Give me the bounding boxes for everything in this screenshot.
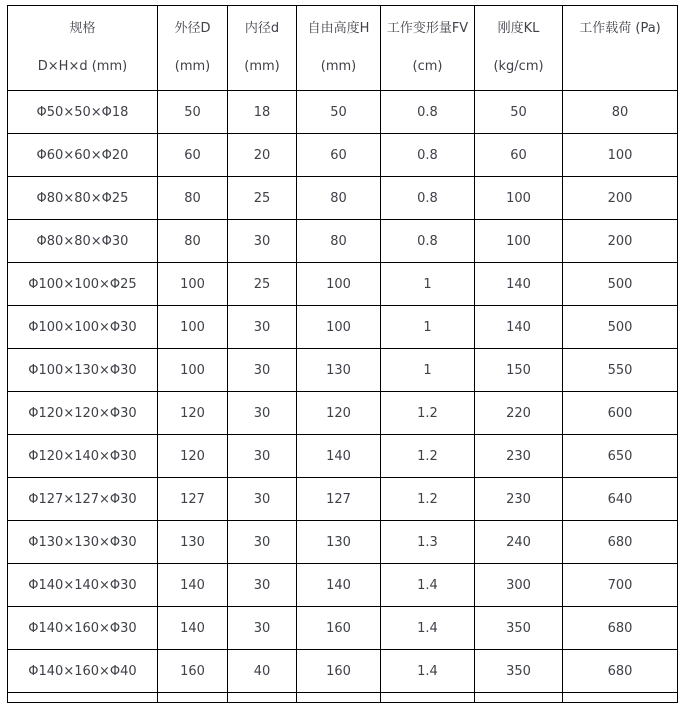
table-cell: 150	[475, 349, 563, 392]
table-cell: 30	[228, 521, 297, 564]
table-cell: 80	[563, 91, 677, 134]
table-cell: Φ120×140×Φ30	[8, 435, 158, 478]
column-header-working-load-title: 工作载荷 (Pa)	[579, 21, 661, 36]
table-cell: 100	[297, 263, 381, 306]
table-cell: 650	[563, 435, 677, 478]
table-cell: 0.8	[381, 134, 475, 177]
table-cell: 60	[297, 134, 381, 177]
table-cell: 1.2	[381, 392, 475, 435]
table-cell: Φ80×80×Φ25	[8, 177, 158, 220]
table-cell: 40	[228, 650, 297, 693]
table-cell: 300	[475, 564, 563, 607]
table-row	[8, 478, 677, 521]
table-cell: 1	[381, 306, 475, 349]
table-cell: 30	[228, 607, 297, 650]
column-header-inner-diameter-title: 内径d	[244, 21, 280, 36]
column-header-free-height-unit: (mm)	[320, 59, 357, 74]
table-cell: 30	[228, 306, 297, 349]
table-cell: 240	[475, 521, 563, 564]
table-cell: 100	[563, 134, 677, 177]
table-cell: 600	[563, 392, 677, 435]
table-cell	[8, 693, 158, 702]
column-header-stiffness-title: 刚度KL	[497, 21, 540, 36]
table-cell: 120	[158, 392, 228, 435]
column-header-inner-diameter	[228, 6, 297, 91]
table-row	[8, 306, 677, 349]
table-cell: 1.2	[381, 435, 475, 478]
column-header-working-deformation-title: 工作变形量FV	[386, 21, 469, 36]
table-cell: 1	[381, 263, 475, 306]
table-cell: 160	[297, 650, 381, 693]
table-cell: 30	[228, 392, 297, 435]
table-cell: 140	[297, 564, 381, 607]
table-cell	[158, 693, 228, 702]
table-cell: 0.8	[381, 91, 475, 134]
table-cell: 680	[563, 650, 677, 693]
column-header-working-deformation-unit: (cm)	[412, 59, 443, 74]
table-cell: 30	[228, 478, 297, 521]
table-cell: 130	[297, 349, 381, 392]
table-cell: Φ100×130×Φ30	[8, 349, 158, 392]
table-cell: 130	[297, 521, 381, 564]
column-header-outer-diameter	[158, 6, 228, 91]
table-cell: 60	[475, 134, 563, 177]
table-cell: 25	[228, 177, 297, 220]
column-header-free-height-title: 自由高度H	[307, 21, 370, 36]
table-row	[8, 521, 677, 564]
table-cell: 1.4	[381, 607, 475, 650]
table-cell: 700	[563, 564, 677, 607]
column-header-free-height	[297, 6, 381, 91]
table-row	[8, 134, 677, 177]
table-cell: 18	[228, 91, 297, 134]
table-cell: 1.3	[381, 521, 475, 564]
table-cell: Φ140×160×Φ40	[8, 650, 158, 693]
column-header-working-deformation	[381, 6, 475, 91]
table-cell	[381, 693, 475, 702]
table-cell: Φ50×50×Φ18	[8, 91, 158, 134]
table-cell: 100	[475, 177, 563, 220]
table-cell: 1	[381, 349, 475, 392]
table-body	[8, 91, 677, 693]
table-row	[8, 263, 677, 306]
table-row	[8, 392, 677, 435]
table-cell: 550	[563, 349, 677, 392]
table-cell: 30	[228, 349, 297, 392]
table-cell: 127	[297, 478, 381, 521]
table-cell: Φ60×60×Φ20	[8, 134, 158, 177]
table-row	[8, 177, 677, 220]
table-row	[8, 220, 677, 263]
table-cell: 50	[475, 91, 563, 134]
table-cell: 30	[228, 435, 297, 478]
table-cell: 20	[228, 134, 297, 177]
table-cell: 120	[297, 392, 381, 435]
table-cell: Φ140×140×Φ30	[8, 564, 158, 607]
table-cell: 100	[297, 306, 381, 349]
table-cell: 200	[563, 177, 677, 220]
table-row	[8, 564, 677, 607]
partial-row	[8, 693, 677, 702]
column-header-stiffness	[475, 6, 563, 91]
table-cell: 100	[158, 349, 228, 392]
table-row	[8, 91, 677, 134]
table-cell: 500	[563, 263, 677, 306]
column-header-spec-title: 规格	[69, 21, 96, 36]
table-cell: 127	[158, 478, 228, 521]
table-cell: 120	[158, 435, 228, 478]
table-cell: 50	[297, 91, 381, 134]
table-cell: 140	[158, 607, 228, 650]
table-cell: 30	[228, 564, 297, 607]
table-cell: 80	[297, 177, 381, 220]
table-cell: 230	[475, 435, 563, 478]
table-row	[8, 607, 677, 650]
table-cell: 230	[475, 478, 563, 521]
column-header-stiffness-unit: (kg/cm)	[493, 59, 544, 74]
table-cell: Φ127×127×Φ30	[8, 478, 158, 521]
column-header-working-load	[563, 6, 677, 91]
table-cell	[475, 693, 563, 702]
table-cell: Φ130×130×Φ30	[8, 521, 158, 564]
column-header-outer-diameter-unit: (mm)	[174, 59, 211, 74]
table-cell: 160	[297, 607, 381, 650]
table-cell: 1.2	[381, 478, 475, 521]
table-cell: 80	[297, 220, 381, 263]
table-row	[8, 349, 677, 392]
table-cell: 160	[158, 650, 228, 693]
table-cell: 100	[158, 263, 228, 306]
table-cell: 1.4	[381, 564, 475, 607]
table-row	[8, 435, 677, 478]
column-header-spec	[8, 6, 158, 91]
table-cell: 100	[158, 306, 228, 349]
table-cell	[228, 693, 297, 702]
table-cell: 80	[158, 177, 228, 220]
table-cell: 0.8	[381, 177, 475, 220]
table-cell: 140	[158, 564, 228, 607]
table-cell: 50	[158, 91, 228, 134]
table-cell: Φ100×100×Φ30	[8, 306, 158, 349]
table-cell: 130	[158, 521, 228, 564]
table-cell: 140	[475, 263, 563, 306]
column-header-inner-diameter-unit: (mm)	[244, 59, 280, 74]
table-cell: 680	[563, 521, 677, 564]
table-cell: 30	[228, 220, 297, 263]
table-cell: 500	[563, 306, 677, 349]
table-cell: 60	[158, 134, 228, 177]
spec-table	[7, 5, 678, 703]
table-cell: 350	[475, 607, 563, 650]
table-cell: 680	[563, 607, 677, 650]
table-cell: 350	[475, 650, 563, 693]
table-cell: 80	[158, 220, 228, 263]
table-cell	[297, 693, 381, 702]
table-cell: 1.4	[381, 650, 475, 693]
table-cell: Φ140×160×Φ30	[8, 607, 158, 650]
header-row	[8, 6, 677, 91]
column-header-spec-unit: D×H×d (mm)	[37, 59, 128, 74]
table-cell: 140	[475, 306, 563, 349]
table-cell	[563, 693, 677, 702]
column-header-outer-diameter-title: 外径D	[174, 21, 211, 36]
table-cell: 0.8	[381, 220, 475, 263]
table-cell: 100	[475, 220, 563, 263]
table-cell: 200	[563, 220, 677, 263]
table-cell: Φ120×120×Φ30	[8, 392, 158, 435]
table-cell: 220	[475, 392, 563, 435]
table-cell: 25	[228, 263, 297, 306]
table-row	[8, 650, 677, 693]
table-cell: Φ80×80×Φ30	[8, 220, 158, 263]
table-cell: 140	[297, 435, 381, 478]
table-cell: 640	[563, 478, 677, 521]
table-cell: Φ100×100×Φ25	[8, 263, 158, 306]
